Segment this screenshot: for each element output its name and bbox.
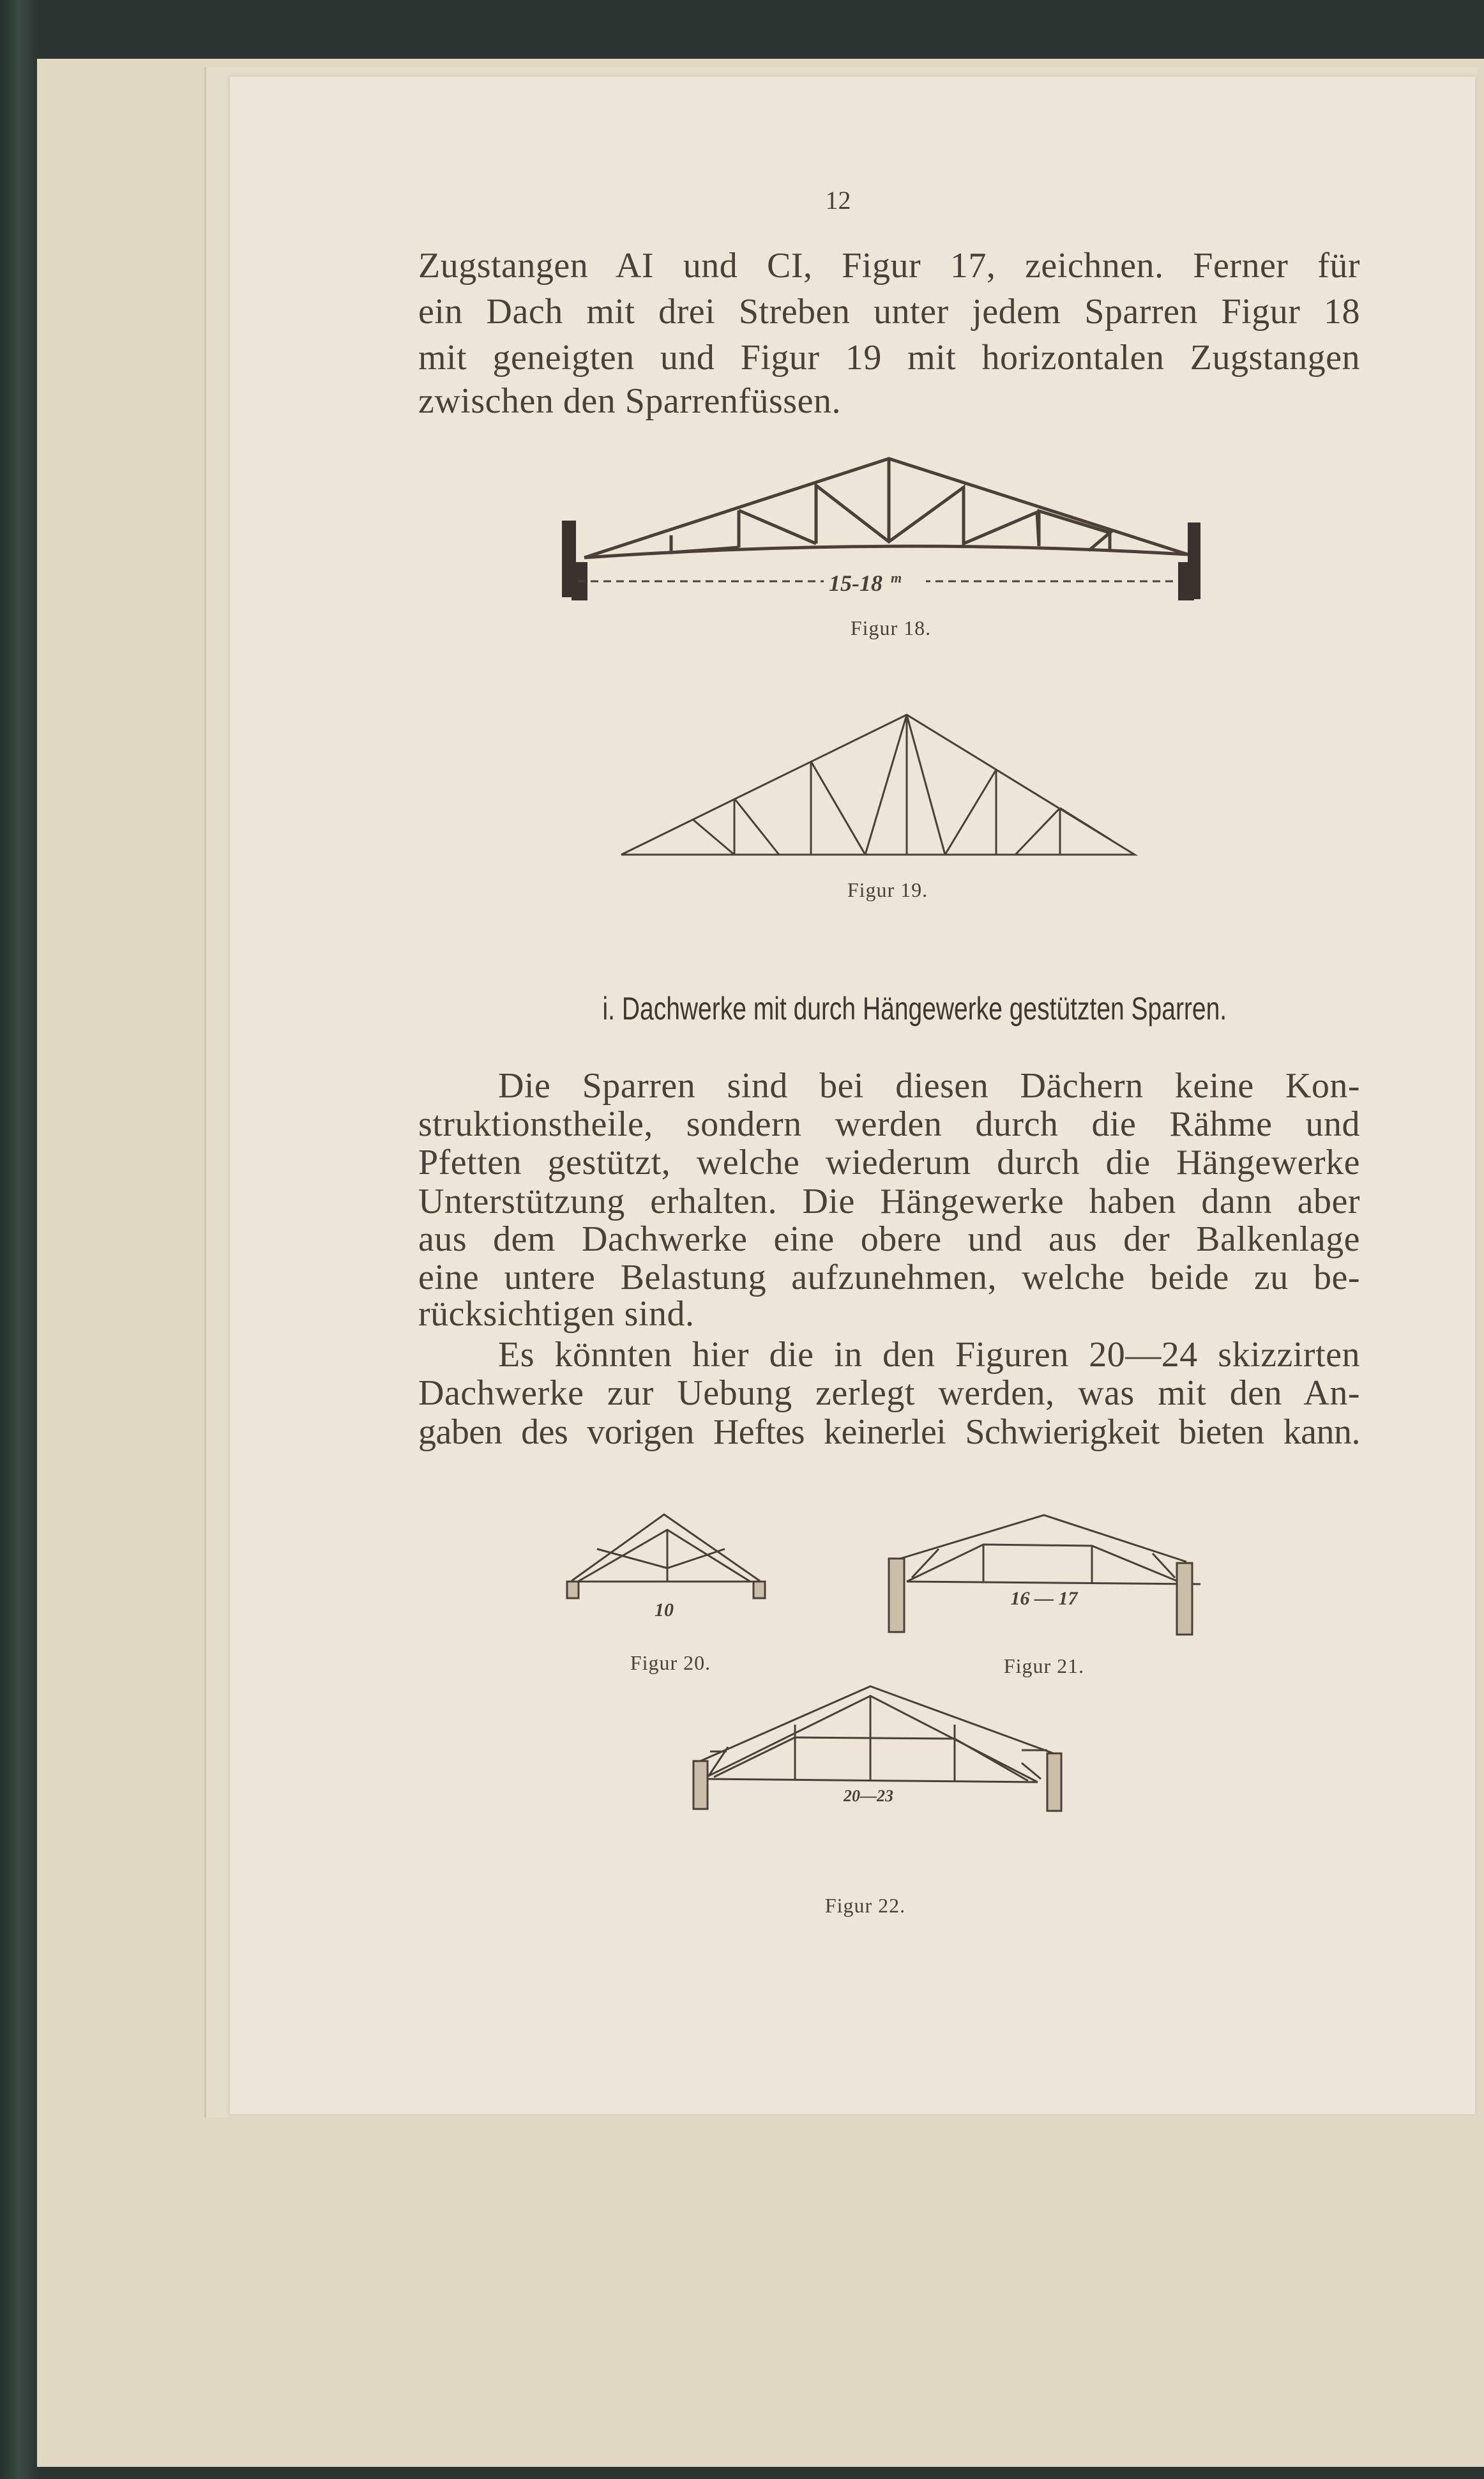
text-line: ein Dach mit drei Streben unter jedem Sparren Figur 18 xyxy=(418,292,1360,332)
figure-21-caption: Figur 21. xyxy=(1003,1654,1085,1677)
text-line: rücksichtigen sind. xyxy=(418,1294,695,1334)
page-number: 12 xyxy=(825,186,851,215)
fig18-unit: m xyxy=(891,570,902,586)
fig20-dimension: 10 xyxy=(655,1599,674,1621)
fig21-dimension: 16 — 17 xyxy=(1010,1588,1078,1609)
text-line: aus dem Dachwerke eine obere und aus der Balkenlage xyxy=(418,1219,1360,1259)
text-line: Es könnten hier die in den Figuren 20—24 skizzirten xyxy=(498,1335,1360,1375)
text-line: eine untere Belastung aufzunehmen, welche beide zu be- xyxy=(418,1258,1360,1297)
text-line: mit geneigten und Figur 19 mit horizontalen Zugstangen xyxy=(418,338,1360,378)
figure-19-caption: Figur 19. xyxy=(847,878,928,901)
text-line: zwischen den Sparrenfüssen. xyxy=(418,381,841,421)
figure-18-caption: Figur 18. xyxy=(850,616,932,639)
fig22-dimension: 20—23 xyxy=(844,1787,893,1805)
figure-22-caption: Figur 22. xyxy=(824,1894,906,1917)
text-line: gaben des vorigen Heftes keinerlei Schwierigkeit bieten kann. xyxy=(418,1412,1360,1452)
figure-20-caption: Figur 20. xyxy=(630,1651,711,1674)
text-line: Unterstützung erhalten. Die Hängewerke haben dann aber xyxy=(418,1182,1360,1221)
text-line: Dachwerke zur Uebung zerlegt werden, was mit den An- xyxy=(418,1373,1360,1413)
text-line: Pfetten gestützt, welche wiederum durch die Hängewerke xyxy=(418,1143,1360,1182)
text-line: Zugstangen AI und CI, Figur 17, zeichnen. Ferner für xyxy=(418,246,1360,286)
section-heading: i. Dachwerke mit durch Hängewerke gestützten Sparren. xyxy=(602,991,1227,1026)
text-line: Die Sparren sind bei diesen Dächern keine Kon- xyxy=(498,1066,1360,1106)
text-line: struktionstheile, sondern werden durch die Rähme und xyxy=(418,1104,1360,1144)
fig18-dimension: 15-18 xyxy=(829,570,882,596)
